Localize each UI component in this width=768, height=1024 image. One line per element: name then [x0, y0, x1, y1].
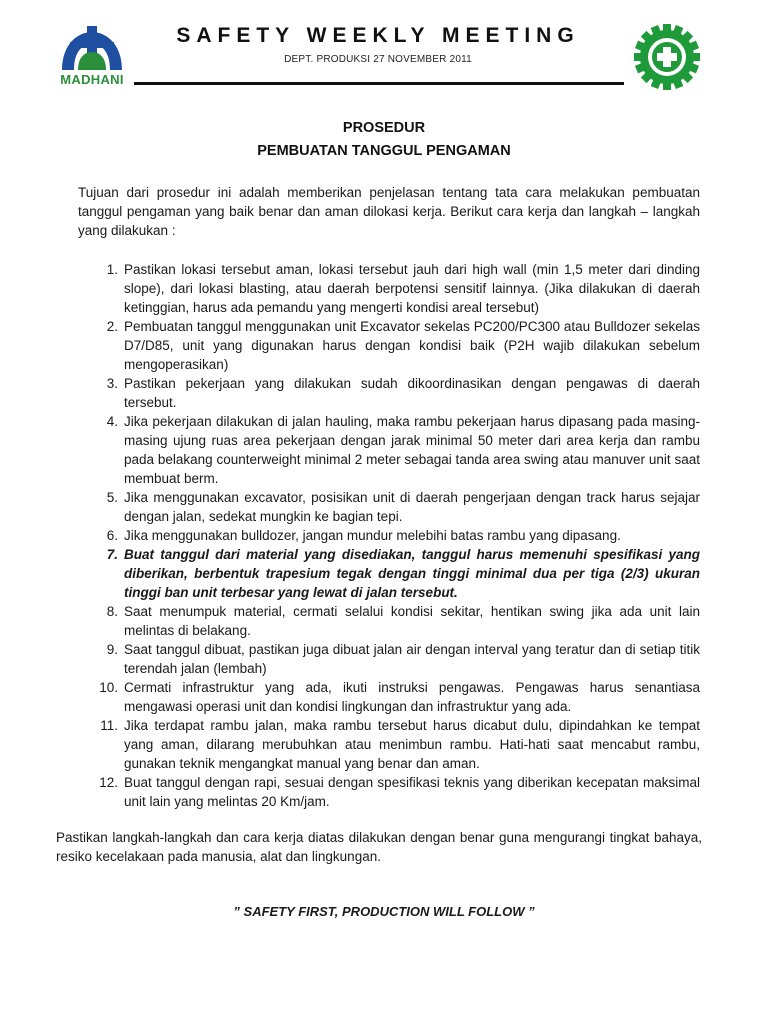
- step-number: 12.: [99, 775, 118, 790]
- step-text: Saat tanggul dibuat, pastikan juga dibuat jalan air dengan interval yang teratur dan di setiap titik terendah jalan (lembah): [124, 642, 700, 676]
- step-text: Pastikan lokasi tersebut aman, lokasi tersebut jauh dari high wall (min 1,5 meter dari dinding slope), dari lokasi blasting, atau daerah berpotensi sensitif lainnya. (Jika dilakukan di daerah ketinggian, harus ada pemandu yang mengerti kondisi areal tersebut): [124, 262, 700, 315]
- step-number: 6.: [106, 528, 118, 543]
- list-item: [88, 412, 700, 488]
- list-item: [88, 716, 700, 773]
- step-text: Pembuatan tanggul menggunakan unit Excavator sekelas PC200/PC300 atau Bulldozer sekelas D7/D85, unit yang digunakan harus dengan kondisi baik (P2H wajib dilakukan sebelum mengoperasikan): [124, 319, 700, 372]
- step-number: 4.: [106, 414, 118, 429]
- step-text: Jika menggunakan excavator, posisikan unit di daerah pengerjaan dengan track harus sejajar dengan jalan, sedekat mungkin ke bagian tepi.: [124, 490, 700, 524]
- list-item: [88, 773, 700, 811]
- step-number: 2.: [106, 319, 118, 334]
- list-item: [88, 602, 700, 640]
- list-item: [88, 640, 700, 678]
- safety-cross-seal-icon: [632, 22, 702, 92]
- step-number: 10.: [99, 680, 118, 695]
- step-text: Jika menggunakan bulldozer, jangan mundur melebihi batas rambu yang dipasang.: [124, 528, 621, 543]
- step-text: Buat tanggul dari material yang disediakan, tanggul harus memenuhi spesifikasi yang diberikan, berbentuk trapesium tegak dengan tinggi minimal dua per tiga (2/3) ukuran tinggi ban unit terbesar yang lewat di jalan tersebut.: [124, 547, 700, 600]
- step-number: 3.: [106, 376, 118, 391]
- list-item-emphasized: [88, 545, 700, 602]
- list-item: [88, 678, 700, 716]
- closing-paragraph: Pastikan langkah-langkah dan cara kerja diatas dilakukan dengan benar guna mengurangi tingkat bahaya, resiko kecelakaan pada manusia, alat dan lingkungan.: [56, 830, 702, 864]
- safety-seal-logo: [632, 22, 702, 92]
- list-item: [88, 374, 700, 412]
- madhani-logo-text: MADHANI: [60, 72, 124, 87]
- list-item: [88, 526, 700, 545]
- procedure-label: PROSEDUR: [342, 120, 426, 136]
- step-text: Cermati infrastruktur yang ada, ikuti instruksi pengawas. Pengawas harus senantiasa mengawasi operasi unit dan kondisi lingkungan dan infrastruktur yang ada.: [124, 680, 700, 714]
- step-text: Jika terdapat rambu jalan, maka rambu tersebut harus dicabut dulu, dipindahkan ke tempat yang aman, dilarang merubuhkan atau menimbun rambu. Hati-hati saat mencabut rambu, gunakan teknik mengangkat manual yang benar dan aman.: [124, 718, 700, 771]
- meeting-subtitle: DEPT. PRODUKSI 27 NOVEMBER 2011: [284, 54, 472, 65]
- header-divider: [134, 82, 624, 85]
- madhani-logo-icon: [56, 22, 128, 74]
- procedure-title: PEMBUATAN TANGGUL PENGAMAN: [257, 143, 511, 159]
- intro-paragraph: Tujuan dari prosedur ini adalah memberikan penjelasan tentang tata cara melakukan pembuatan tanggul pengaman yang baik benar dan aman dilokasi kerja. Berikut cara kerja dan langkah – langkah yang dilakukan :: [78, 185, 700, 238]
- list-item: [88, 317, 700, 374]
- list-item: [88, 260, 700, 317]
- procedure-steps: [88, 260, 700, 811]
- step-text: Buat tanggul dengan rapi, sesuai dengan spesifikasi teknis yang diberikan kecepatan maksimal unit lain yang melintas 20 Km/jam.: [124, 775, 700, 809]
- step-number: 8.: [106, 604, 118, 619]
- header: [136, 24, 620, 65]
- step-number: 1.: [106, 262, 118, 277]
- safety-slogan: ” SAFETY FIRST, PRODUCTION WILL FOLLOW ”: [233, 904, 535, 919]
- step-number: 7.: [106, 547, 118, 562]
- step-text: Jika pekerjaan dilakukan di jalan hauling, maka rambu pekerjaan harus dipasang pada masing-masing ujung ruas area pekerjaan dengan jarak minimal 50 meter dari area kerja dan rambu pada belakang counterweight minimal 2 meter sebagai tanda area swing atau manuver unit saat membuat berm.: [124, 414, 700, 486]
- step-number: 9.: [106, 642, 118, 657]
- step-number: 5.: [106, 490, 118, 505]
- step-text: Saat menumpuk material, cermati selalui kondisi sekitar, hentikan swing jika ada unit lain melintas di belakang.: [124, 604, 700, 638]
- meeting-title: SAFETY WEEKLY MEETING: [176, 24, 580, 47]
- step-text: Pastikan pekerjaan yang dilakukan sudah dikoordinasikan dengan pengawas di daerah tersebut.: [124, 376, 700, 410]
- step-number: 11.: [100, 718, 118, 733]
- madhani-logo: [56, 22, 128, 88]
- list-item: [88, 488, 700, 526]
